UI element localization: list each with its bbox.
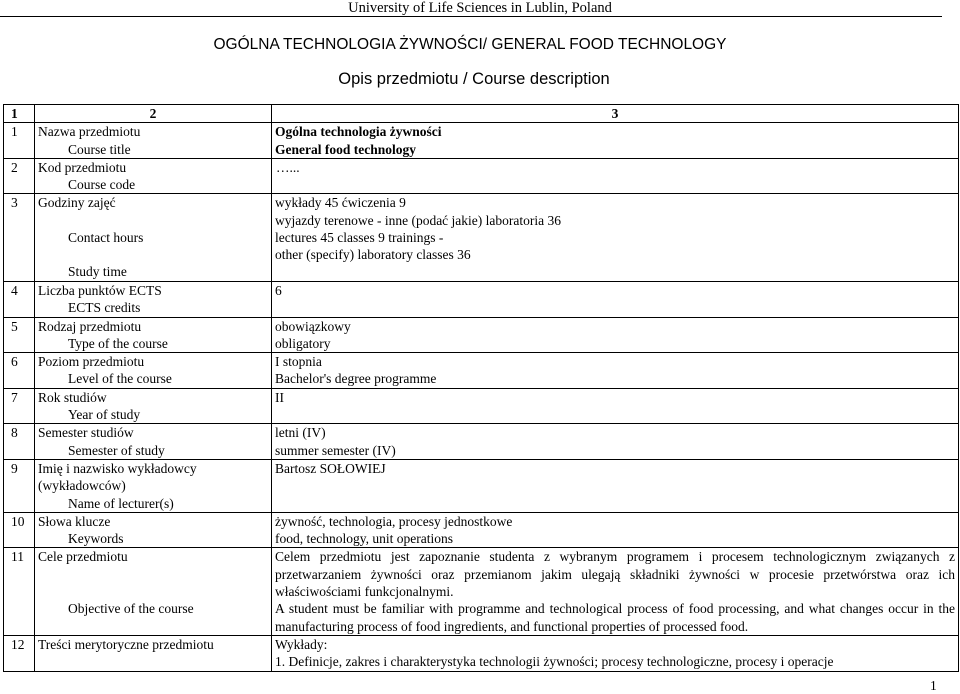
table-row bbox=[4, 281, 959, 317]
document-subtitle: Opis przedmiotu / Course description bbox=[338, 70, 610, 88]
row-label: Kod przedmiotu Course code bbox=[35, 158, 272, 194]
row-value: letni (IV) summer semester (IV) bbox=[272, 424, 959, 460]
row-label: Liczba punktów ECTS ECTS credits bbox=[35, 281, 272, 317]
table-row bbox=[4, 424, 959, 460]
row-number: 1 bbox=[4, 123, 35, 159]
row-value: wykłady 45 ćwiczenia 9 wyjazdy terenowe - inne (podać jakie) laboratoria 36 lectures 45 classes 9 trainings - other (specify) laboratory classes 36 bbox=[272, 194, 959, 281]
row-number: 8 bbox=[4, 424, 35, 460]
page-number: 1 bbox=[930, 678, 937, 693]
table-header-row bbox=[4, 105, 959, 123]
row-number: 6 bbox=[4, 353, 35, 389]
row-value: …... bbox=[272, 158, 959, 194]
row-label: Treści merytoryczne przedmiotu bbox=[35, 635, 272, 671]
document-header: University of Life Sciences in Lublin, Poland bbox=[348, 0, 612, 16]
row-value: 6 bbox=[272, 281, 959, 317]
row-value: Celem przedmiotu jest zapoznanie studenta z wybranym programem i procesem technologicznym związanych z przetwarzaniem żywności oraz przemianom jakim ulegają składniki żywności w procesie przetwórstwa oraz ich właściwościami funkcjonalnymi. A student must be familiar with programme and technological process of food processing, and what changes occur in the manufacturing process of food ingredients, and functional properties of processed food. bbox=[272, 548, 959, 635]
row-number: 7 bbox=[4, 388, 35, 424]
column-header: 3 bbox=[272, 105, 959, 123]
row-label: Słowa klucze Keywords bbox=[35, 512, 272, 548]
row-value: żywność, technologia, procesy jednostkowe food, technology, unit operations bbox=[272, 512, 959, 548]
document-title: OGÓLNA TECHNOLOGIA ŻYWNOŚCI/ GENERAL FOOD TECHNOLOGY bbox=[213, 36, 727, 53]
row-label: Nazwa przedmiotu Course title bbox=[35, 123, 272, 159]
row-label: Semester studiów Semester of study bbox=[35, 424, 272, 460]
row-value: Wykłady: 1. Definicje, zakres i charakterystyka technologii żywności; procesy technologiczne, procesy i operacje bbox=[272, 635, 959, 671]
column-header: 1 bbox=[4, 105, 35, 123]
row-number: 5 bbox=[4, 317, 35, 353]
table-row bbox=[4, 158, 959, 194]
row-label: Rodzaj przedmiotu Type of the course bbox=[35, 317, 272, 353]
row-number: 3 bbox=[4, 194, 35, 281]
row-value: II bbox=[272, 388, 959, 424]
row-number: 12 bbox=[4, 635, 35, 671]
row-label: Godziny zajęć Contact hours Study time bbox=[35, 194, 272, 281]
row-label: Poziom przedmiotu Level of the course bbox=[35, 353, 272, 389]
row-value: I stopnia Bachelor's degree programme bbox=[272, 353, 959, 389]
table-row bbox=[4, 123, 959, 159]
header-rule bbox=[0, 16, 942, 17]
column-header: 2 bbox=[35, 105, 272, 123]
row-number: 9 bbox=[4, 459, 35, 512]
table-row bbox=[4, 459, 959, 512]
table-row bbox=[4, 317, 959, 353]
row-number: 2 bbox=[4, 158, 35, 194]
table-row bbox=[4, 353, 959, 389]
row-value: Ogólna technologia żywności General food technology bbox=[272, 123, 959, 159]
table-row bbox=[4, 548, 959, 635]
row-label: Rok studiów Year of study bbox=[35, 388, 272, 424]
row-value: Bartosz SOŁOWIEJ bbox=[272, 459, 959, 512]
table-row bbox=[4, 635, 959, 671]
row-number: 4 bbox=[4, 281, 35, 317]
row-number: 11 bbox=[4, 548, 35, 635]
table-row bbox=[4, 194, 959, 281]
row-label: Imię i nazwisko wykładowcy (wykładowców) Name of lecturer(s) bbox=[35, 459, 272, 512]
course-description-table bbox=[3, 104, 959, 672]
table-row bbox=[4, 388, 959, 424]
row-number: 10 bbox=[4, 512, 35, 548]
row-value: obowiązkowy obligatory bbox=[272, 317, 959, 353]
table-row bbox=[4, 512, 959, 548]
row-label: Cele przedmiotu Objective of the course bbox=[35, 548, 272, 635]
